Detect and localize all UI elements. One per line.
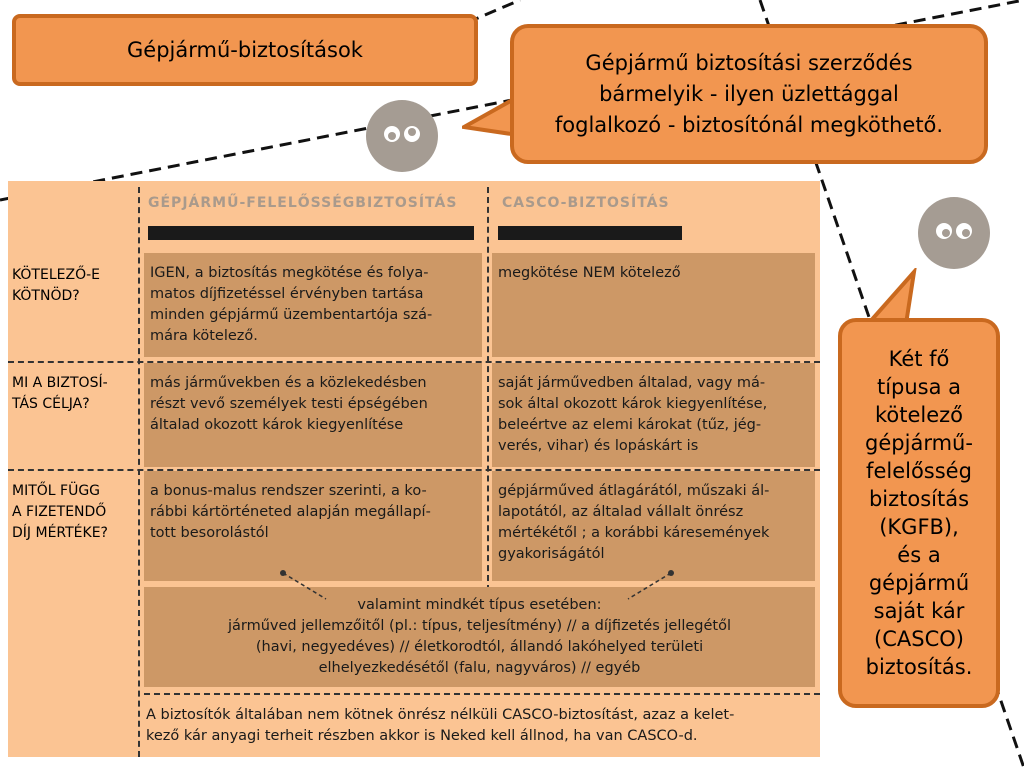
header-bar-kgfb [148,226,474,240]
speech-bubble-top [510,24,988,164]
column-divider [138,187,140,757]
row-label-mandatory: KÖTELEZŐ-E KÖTNÖD? [12,267,100,304]
cell-kgfb-mandatory: IGEN, a biztosítás megkötése és folya- matos díjfizetéssel érvényben tartása minden gépjármű üzembentartója szá- mára kötelező. [144,253,482,357]
speech-bubble-right-text: Két fő típusa a kötelező gépjármű- felelősség biztosítás (KGFB), és a gépjármű saját kár (CASCO) biztosítás. [865,347,973,679]
shared-factors-cell: valamint mindkét típus esetében: járműved jellemzőitől (pl.: típus, teljesítmény) // a díjfizetés jellegétől (havi, negyedéves) // életkorodtól, állandó lakóhelyed területi elhelyezkedésétől (falu, nagyváros) // egyéb [144,587,815,687]
speech-bubble-top-text: Gépjármű biztosítási szerződés bármelyik - ilyen üzlettággal foglalkozó - biztosítónál megköthető. [554,50,944,137]
row-label-purpose: MI A BIZTOSÍ- TÁS CÉLJA? [12,375,108,412]
cell-kgfb-purpose: más járművekben és a közlekedésben részt vevő személyek testi épségében általad okozott károk kiegyenlítése [144,363,482,467]
connector-lines [278,567,678,607]
header-bar-casco [498,226,682,240]
speech-bubble-right [838,318,1000,708]
cell-casco-fee: gépjárműved átlagárától, műszaki ál- lapotától, az általad vállalt önrész mértékétől ; a korábbi káresemények gyakoriságától [492,471,815,581]
page-title: Gépjármű-biztosítások [12,14,478,86]
cell-casco-mandatory: megkötése NEM kötelező [492,253,815,357]
column-divider [487,187,489,591]
comparison-table [8,181,820,757]
row-divider [144,693,820,695]
row-label-fee: MITŐL FÜGG A FIZETENDŐ DÍJ MÉRTÉKE? [12,483,108,541]
smiley-face-icon [366,100,438,172]
cell-casco-purpose: saját járművedben általad, vagy má- sok által okozott károk kiegyenlítése, beleértve az elemi károkat (tűz, jég- verés, vihar) és lopáskárt is [492,363,815,467]
column-header-kgfb: GÉPJÁRMŰ-FELELŐSSÉGBIZTOSÍTÁS [148,195,458,211]
cell-kgfb-fee: a bonus-malus rendszer szerinti, a ko- rábbi kártörténeted alapján megállapí- tott besorolástól [144,471,482,581]
smiley-face-icon [918,197,990,269]
column-header-casco: CASCO-BIZTOSÍTÁS [502,195,670,211]
footer-note: A biztosítók általában nem kötnek önrész nélküli CASCO-biztosítást, azaz a kelet- kező kár anyagi terheit részben akkor is Neked kell állnod, ha van CASCO-d. [146,707,735,744]
